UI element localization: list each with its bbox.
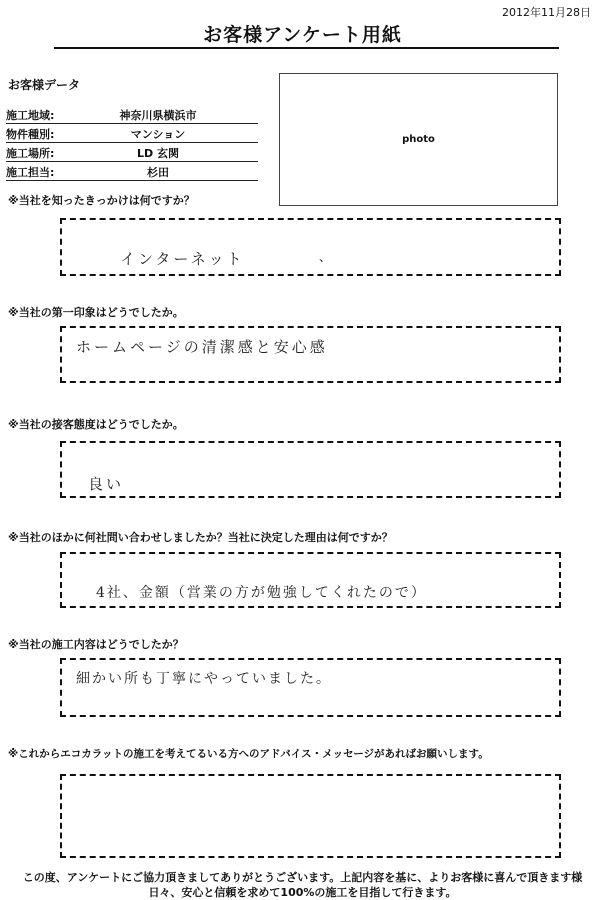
answer-text-5: 細かい所も丁寧にやっていました。 bbox=[76, 671, 332, 687]
info-value: マンション bbox=[130, 128, 186, 141]
info-row-type bbox=[6, 123, 258, 143]
question-1: ※当社を知ったきっかけは何ですか？ bbox=[8, 194, 195, 207]
photo-placeholder bbox=[279, 73, 558, 206]
question-6: ※これからエコカラットの施工を考えてるいる方へのアドバイス・メッセージがあればお願いします。 bbox=[8, 748, 489, 760]
question-2: ※当社の第一印象はどうでしたか。 bbox=[8, 306, 184, 319]
page-title: お客様アンケート用紙 bbox=[203, 24, 402, 46]
customer-data-heading: お客様データ bbox=[8, 78, 81, 92]
info-row-area bbox=[6, 104, 258, 124]
answer-box-2 bbox=[60, 326, 561, 383]
answer-text-3: 良い bbox=[88, 475, 125, 493]
answer-text-4: 4社、金額（営業の方が勉強してくれたので） bbox=[96, 585, 427, 601]
question-3: ※当社の接客態度はどうでしたか。 bbox=[8, 418, 184, 431]
question-5: ※当社の施工内容はどうでしたか？ bbox=[8, 638, 184, 651]
info-label: 施工担当: bbox=[6, 166, 55, 179]
answer-box-3 bbox=[60, 441, 561, 498]
info-row-place bbox=[6, 142, 258, 162]
footer-line-1: この度、アンケートにご協力頂きましてありがとうございます。上記内容を基に、よりお客様に喜んで頂きます様 bbox=[22, 871, 583, 884]
photo-label: photo bbox=[402, 134, 435, 145]
stray-mark: 、 bbox=[319, 250, 332, 264]
info-value: LD 玄関 bbox=[137, 147, 179, 160]
answer-text-2: ホームページの清潔感と安心感 bbox=[76, 338, 328, 356]
survey-date: 2012年11月28日 bbox=[502, 6, 591, 19]
answer-box-1 bbox=[60, 218, 561, 276]
info-label: 物件種別: bbox=[6, 128, 55, 141]
info-row-staff bbox=[6, 161, 258, 181]
answer-box-6 bbox=[60, 774, 561, 858]
footer-line-2: 日々、安心と信頼を求めて100%の施工を目指して行きます。 bbox=[148, 886, 457, 899]
answer-box-4 bbox=[60, 552, 561, 608]
question-4: ※当社のほかに何社問い合わせしましたか？当社に決定した理由は何ですか？ bbox=[8, 531, 393, 544]
info-value: 神奈川県横浜市 bbox=[119, 109, 197, 122]
title-underline bbox=[54, 47, 559, 49]
info-label: 施工場所: bbox=[6, 147, 55, 160]
answer-text-1: インターネット bbox=[120, 250, 245, 268]
answer-box-5 bbox=[60, 658, 561, 717]
info-value: 杉田 bbox=[147, 166, 169, 179]
info-label: 施工地域: bbox=[6, 109, 55, 122]
